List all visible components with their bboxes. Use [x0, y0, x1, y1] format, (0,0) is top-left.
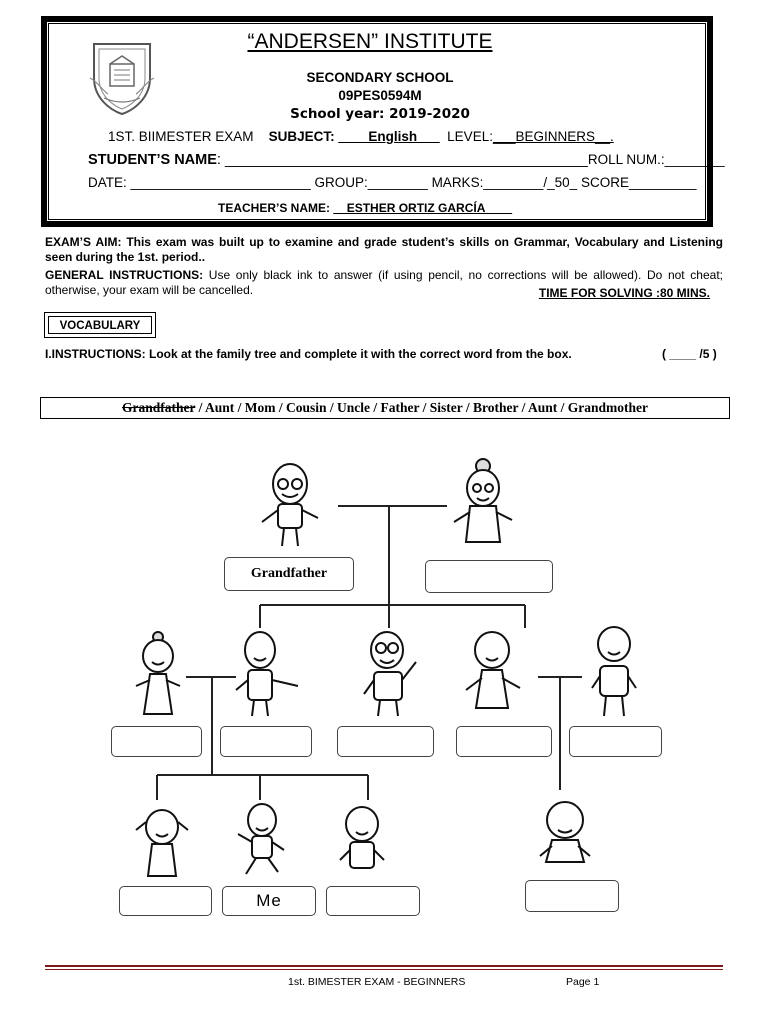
grandmother-figure — [454, 459, 512, 542]
me-figure — [238, 804, 284, 874]
date-row — [88, 175, 697, 190]
grandfather-figure — [262, 464, 318, 546]
date-field[interactable]: DATE: ________________________ — [88, 175, 311, 190]
mother-figure — [466, 632, 520, 708]
subject-label: SUBJECT: — [268, 129, 335, 144]
teacher-label: TEACHER’S NAME: — [218, 201, 331, 215]
section-title: VOCABULARY — [48, 316, 152, 334]
teacher-row — [218, 201, 512, 215]
answer-box-mother[interactable] — [456, 726, 552, 757]
level-label: LEVEL: — [447, 129, 493, 144]
answer-box-child-right[interactable] — [525, 880, 619, 912]
answer-box-aunt-right[interactable] — [569, 726, 662, 757]
word-box-words: / Aunt / Mom / Cousin / Uncle / Father / Sister / Brother / Aunt / Grandmother — [195, 400, 648, 415]
time-limit: TIME FOR SOLVING :80 MINS. — [538, 286, 710, 300]
aunt-figure-right — [592, 627, 636, 716]
exam-info-row — [108, 129, 614, 144]
level-value: ___BEGINNERS__. — [492, 129, 614, 144]
school-code: 09PES0594M — [338, 88, 422, 103]
general-instructions-label: GENERAL INSTRUCTIONS: — [45, 268, 204, 282]
answer-box-grandfather[interactable]: Grandfather — [224, 557, 354, 591]
score-field[interactable]: SCORE_________ — [580, 175, 697, 190]
exam-name: 1ST. BIIMESTER EXAM — [108, 129, 254, 144]
section-score: ( ____ /5 ) — [662, 347, 717, 361]
answer-box-cousin-boy[interactable] — [326, 886, 420, 916]
word-box — [40, 397, 730, 419]
footer-rule-thin — [45, 969, 723, 970]
footer-rule — [45, 965, 723, 967]
answer-box-grandmother[interactable] — [425, 560, 553, 593]
child-figure-right — [540, 802, 590, 862]
family-tree-diagram — [0, 440, 768, 960]
answer-box-aunt-left[interactable] — [111, 726, 202, 757]
general-instructions-text: Use only black ink to answer (if using pencil, no corrections will be allowed). Do not cheat; otherwise, your exam will be cancelled. — [45, 268, 723, 297]
footer-title: 1st. BIMESTER EXAM - BEGINNERS — [288, 976, 466, 988]
subject-value: ____English___ — [338, 129, 440, 144]
answer-box-me[interactable]: Me — [222, 886, 316, 916]
aunt-figure-left — [136, 632, 180, 714]
school-crest-icon — [88, 38, 156, 116]
school-name: SECONDARY SCHOOL — [306, 70, 454, 85]
group-field[interactable]: GROUP:________ — [314, 175, 428, 190]
student-name-label: STUDENT’S NAME — [88, 152, 217, 168]
answer-box-uncle[interactable] — [220, 726, 312, 757]
teacher-name: __ESTHER ORTIZ GARCÍA____ — [333, 201, 513, 215]
page-number: Page 1 — [566, 976, 600, 988]
cousin-boy-figure — [340, 807, 384, 868]
section-instructions: I.INSTRUCTIONS: Look at the family tree and complete it with the correct word from the box. — [45, 347, 572, 361]
answer-box-father[interactable] — [337, 726, 434, 757]
student-name-row — [88, 152, 725, 168]
school-year: School year: 2019-2020 — [290, 106, 470, 122]
answer-box-cousin-girl[interactable] — [119, 886, 212, 916]
word-box-example: Grandfather — [121, 400, 196, 415]
father-figure — [364, 632, 416, 716]
institute-title: “ANDERSEN” INSTITUTE — [247, 30, 493, 53]
exam-aim: EXAM’S AIM: This exam was built up to examine and grade student’s skills on Grammar, Vocabulary and Listening seen during the 1st. period.. — [45, 235, 723, 264]
roll-number-field[interactable]: ROLL NUM.:________ — [587, 152, 725, 167]
cousin-girl-figure — [136, 810, 188, 876]
marks-field[interactable]: MARKS:________/_50_ — [431, 175, 578, 190]
student-name-field[interactable]: : _____________________________________________ — [216, 152, 588, 168]
uncle-figure — [236, 632, 298, 716]
